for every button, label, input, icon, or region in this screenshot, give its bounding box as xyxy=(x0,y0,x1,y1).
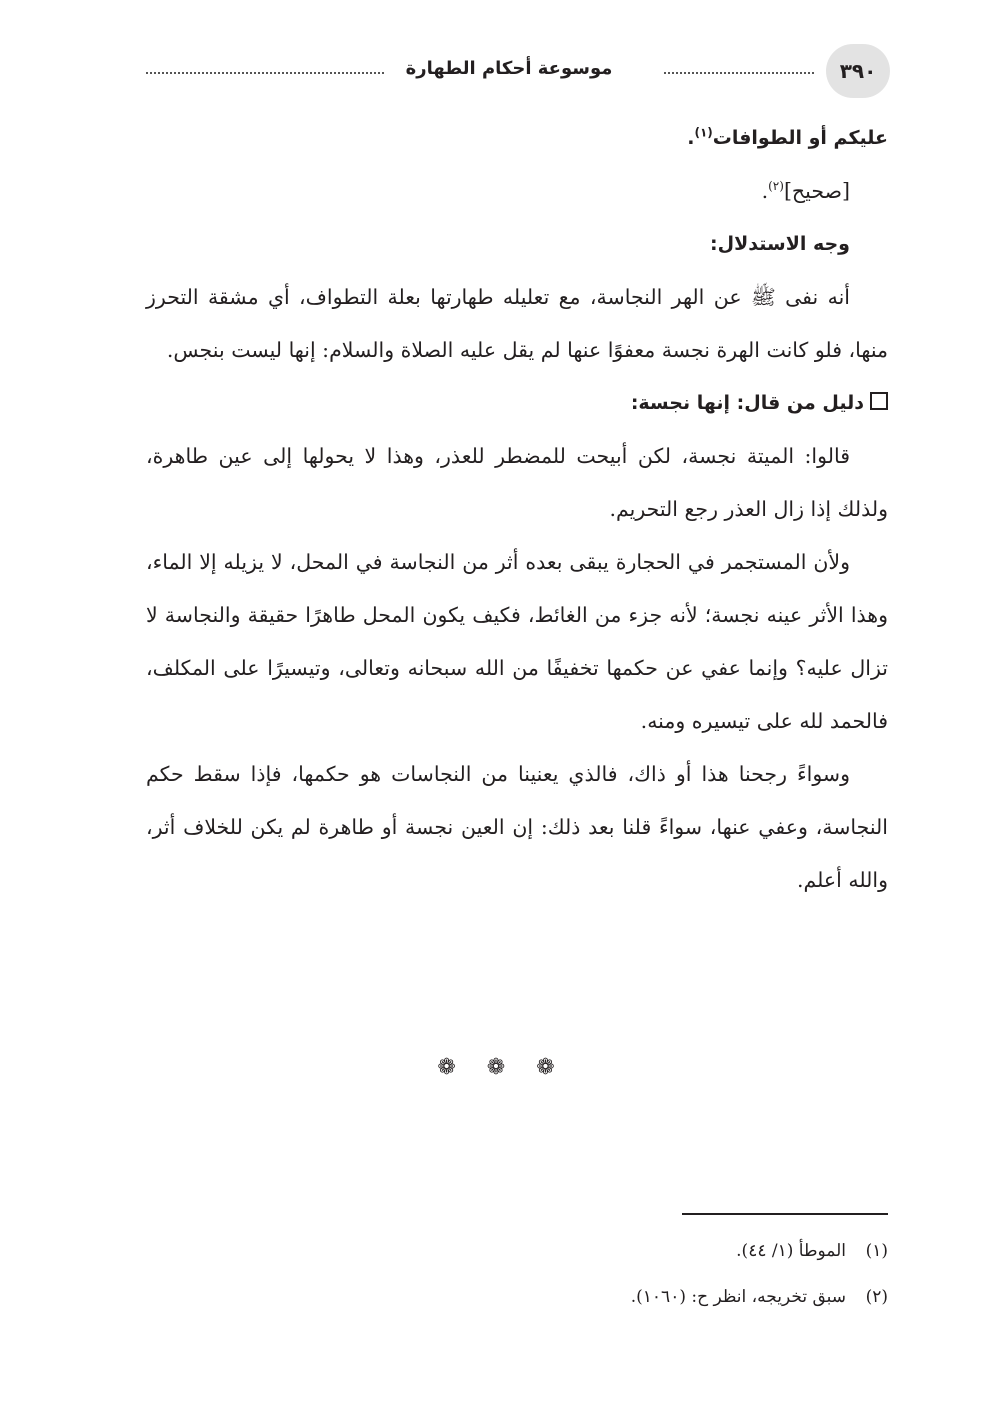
quote-period: . xyxy=(687,127,695,149)
footnote-ref-2[interactable]: (٢) xyxy=(768,179,784,194)
heading-evidence xyxy=(146,377,888,430)
footnote-number: (١) xyxy=(865,1241,888,1261)
quote-text: عليكم أو الطوافات xyxy=(712,127,888,149)
hadith-grade: [صحيح] xyxy=(783,179,850,203)
paragraph-evidence-1: قالوا: الميتة نجسة، لكن أبيحت للمضطر للعذر، وهذا لا يحولها إلى عين طاهرة، ولذلك إذا زال العذر رجع التحريم. xyxy=(146,444,888,521)
quote-continuation xyxy=(146,112,888,165)
page-number: ٣٩٠ xyxy=(826,44,890,98)
paragraph-evidence-2: ولأن المستجمر في الحجارة يبقى بعده أثر من النجاسة في المحل، لا يزيله إلا الماء، وهذا الأثر عينه نجسة؛ لأنه جزء من الغائط، فكيف يكون المحل طاهرًا حقيقة والنجاسة لا تزال عليه؟ وإنما عفي عن حكمها تخفيفًا من الله سبحانه وتعالى، وتيسيرًا على المكلف، فالحمد لله على تيسيره ومنه. xyxy=(146,550,888,733)
paragraph-inference: أنه نفى ﷺ عن الهر النجاسة، مع تعليله طهارتها بعلة التطواف، أي مشقة التحرز منها، فلو كانت الهرة نجسة معفوًا عنها لم يقل عليه الصلاة والسلام: إنها ليست بنجس. xyxy=(146,285,888,362)
footnotes xyxy=(146,1228,888,1320)
footnote-item xyxy=(146,1228,888,1274)
footnote-ref-1[interactable]: (١) xyxy=(694,125,713,140)
footnote-text: سبق تخريجه، انظر ح: (١٠٦٠). xyxy=(630,1287,846,1307)
paragraph-conclusion: وسواءً رجحنا هذا أو ذاك، فالذي يعنينا من النجاسات هو حكمها، فإذا سقط حكم النجاسة، وعفي عنها، سواءً قلنا بعد ذلك: إن العين نجسة أو طاهرة لم يكن للخلاف أثر، والله أعلم. xyxy=(146,762,888,892)
footnote-divider xyxy=(682,1213,888,1215)
footnote-item xyxy=(146,1274,888,1320)
square-bullet-icon xyxy=(870,392,888,410)
grade-line xyxy=(146,165,888,218)
section-separator-icon: ❁ ❁ ❁ xyxy=(437,1055,567,1080)
book-title: موسوعة أحكام الطهارة xyxy=(405,58,613,79)
grade-period: . xyxy=(761,179,769,203)
heading-inference: وجه الاستدلال: xyxy=(710,233,850,255)
footnote-text: الموطأ (١/ ٤٤). xyxy=(736,1241,846,1261)
heading-evidence-text: دليل من قال: إنها نجسة: xyxy=(630,392,864,414)
page-body xyxy=(146,112,888,907)
header-dotted-line-right xyxy=(664,72,814,74)
header-dotted-line-left xyxy=(146,72,384,74)
footnote-number: (٢) xyxy=(865,1287,888,1307)
page-header xyxy=(146,44,890,98)
